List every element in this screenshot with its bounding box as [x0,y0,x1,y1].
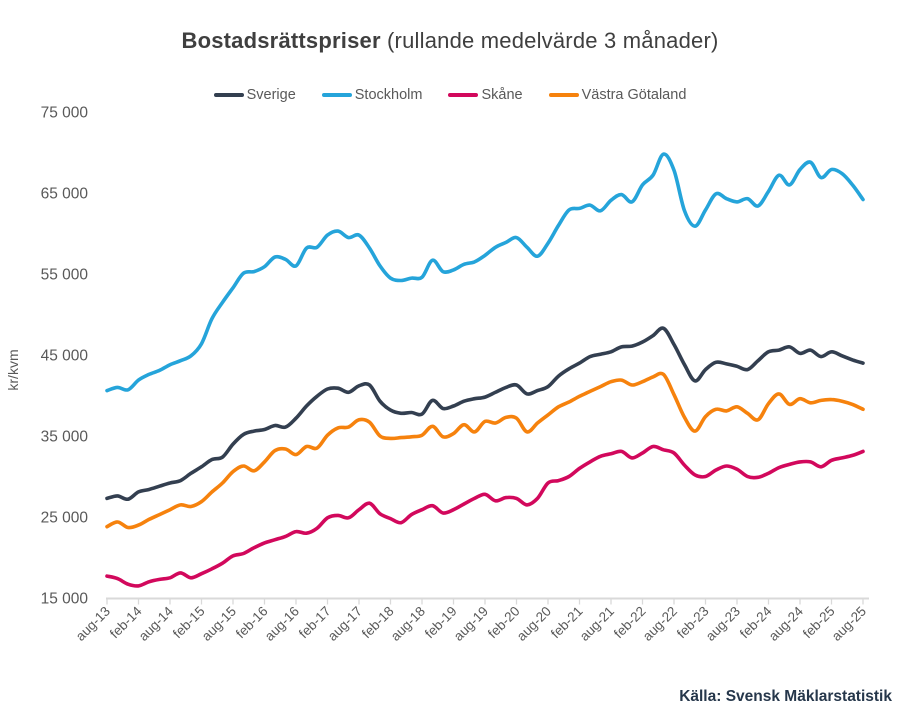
x-tick-label: feb-17 [295,603,334,642]
x-tick-label: aug-25 [828,603,870,644]
x-tick-label: aug-14 [135,603,177,644]
y-tick-label: 45 000 [40,347,88,365]
x-tick-label: feb-15 [169,603,208,642]
x-tick-label: aug-20 [513,603,555,644]
x-tick-label: aug-17 [324,603,366,644]
x-tick-label: aug-19 [450,603,492,644]
x-tick-label: feb-19 [421,603,460,642]
x-tick-label: feb-14 [106,603,145,642]
x-tick-label: feb-25 [799,603,838,642]
x-tick-label: feb-23 [673,603,712,642]
y-tick-label: 75 000 [40,104,88,122]
x-tick-label: feb-24 [736,603,775,642]
x-tick-label: aug-21 [576,603,618,644]
legend-label: Skåne [481,87,523,103]
chart-title-subtitle: (rullande medelvärde 3 månader) [380,28,719,53]
source-credit: Källa: Svensk Mäklarstatistik [679,688,892,705]
x-tick-label: aug-15 [198,603,240,644]
chart-title-main: Bostadsrättspriser [181,28,381,53]
x-tick-label: aug-13 [72,603,114,644]
legend-label: Västra Götaland [581,87,687,103]
legend-label: Stockholm [354,87,423,103]
x-tick-label: aug-23 [702,603,744,644]
x-tick-label: aug-24 [765,603,807,644]
series-line-sk-ne [107,446,863,586]
y-tick-label: 35 000 [40,428,88,446]
x-tick-label: aug-18 [387,603,429,644]
y-tick-label: 15 000 [40,590,88,608]
y-axis-title: kr/kvm [5,349,21,391]
x-tick-label: feb-16 [232,603,271,642]
y-tick-label: 65 000 [40,185,88,203]
y-tick-label: 55 000 [40,266,88,284]
x-tick-label: aug-22 [639,603,681,644]
y-tick-label: 25 000 [40,509,88,527]
x-tick-label: feb-21 [547,603,586,642]
x-tick-label: aug-16 [261,603,303,644]
x-tick-label: feb-18 [358,603,397,642]
legend-label: Sverige [246,87,296,103]
x-tick-label: feb-20 [484,603,523,642]
series-line-stockholm [107,154,863,391]
x-tick-label: feb-22 [610,603,649,642]
